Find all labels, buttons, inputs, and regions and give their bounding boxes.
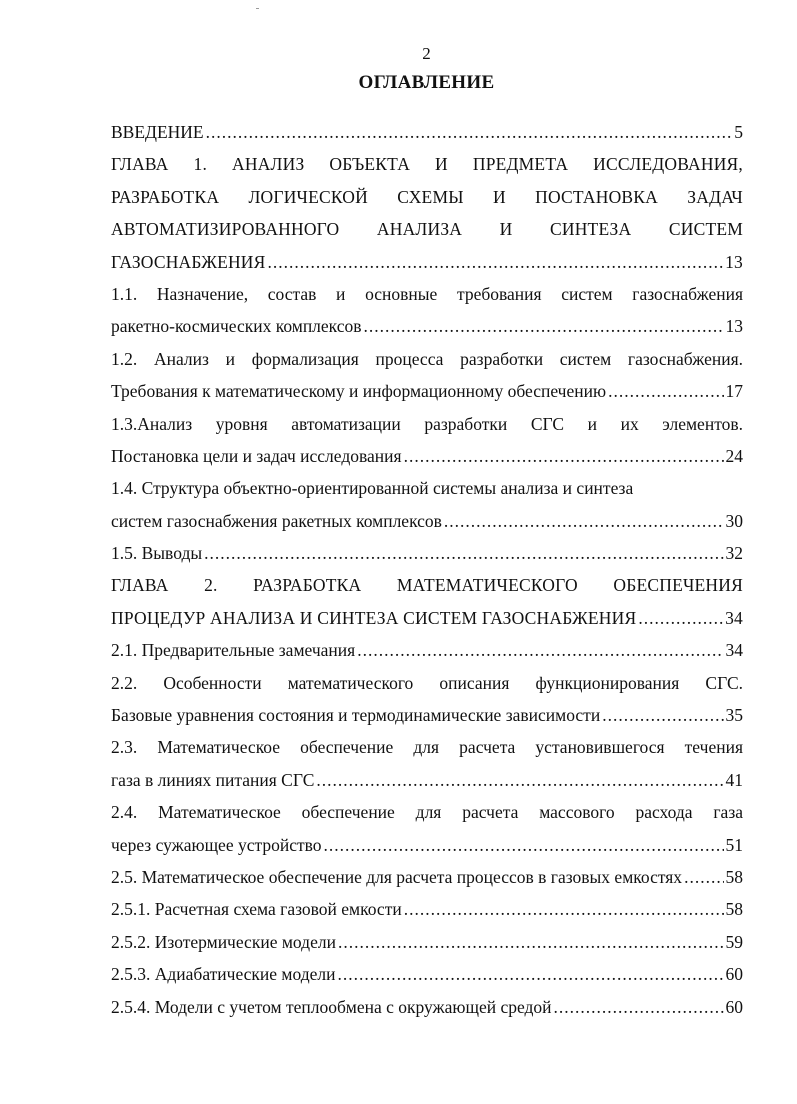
scan-artifact xyxy=(256,8,259,9)
dot-leader xyxy=(602,699,723,731)
toc-entry[interactable] xyxy=(111,472,743,537)
toc-entry[interactable] xyxy=(111,893,743,925)
toc-page-number: 58 xyxy=(725,866,743,887)
dot-leader xyxy=(684,861,723,893)
dot-leader xyxy=(364,310,724,342)
toc-entry-leader-line xyxy=(111,764,743,796)
toc-entry-line: 1.1. Назначение, состав и основные требования систем газоснабжения xyxy=(111,283,743,304)
dot-leader xyxy=(638,602,723,634)
toc-entry-title: 2.1. Предварительные замечания xyxy=(111,640,356,661)
toc-page-number: 34 xyxy=(725,640,743,661)
toc-page-number: 13 xyxy=(725,251,743,272)
toc-entry-title: ПРОЦЕДУР АНАЛИЗА И СИНТЕЗА СИСТЕМ ГАЗОСНАБЖЕНИЯ xyxy=(111,607,637,628)
dot-leader xyxy=(404,893,724,925)
toc-entry-line: 2.2. Особенности математического описания функционирования СГС. xyxy=(111,672,743,693)
toc-entry-line: ГЛАВА 1. АНАЛИЗ ОБЪЕКТА И ПРЕДМЕТА ИССЛЕДОВАНИЯ, xyxy=(111,154,743,175)
dot-leader xyxy=(608,375,723,407)
toc-entry-leader-line xyxy=(111,991,743,1023)
toc-page-number: 60 xyxy=(725,964,743,985)
dot-leader xyxy=(338,926,724,958)
toc-entry-line: 1.4. Структура объектно-ориентированной системы анализа и синтеза xyxy=(111,478,634,499)
toc-entry-leader-line xyxy=(111,505,743,537)
toc-page-number: 51 xyxy=(725,834,743,855)
toc-entry-leader-line xyxy=(111,893,743,925)
toc-entry-line: 1.2. Анализ и формализация процесса разработки систем газоснабжения. xyxy=(111,348,743,369)
toc-entry[interactable] xyxy=(111,958,743,990)
toc-page-number: 13 xyxy=(725,316,743,337)
dot-leader xyxy=(316,764,723,796)
toc-page-number: 17 xyxy=(725,381,743,402)
toc-entry-leader-line xyxy=(111,634,743,666)
toc-entry-title: Постановка цели и задач исследования xyxy=(111,445,402,466)
dot-leader xyxy=(206,116,733,148)
toc-entry-leader-line xyxy=(111,926,743,958)
toc-entry-title: 2.5.3. Адиабатические модели xyxy=(111,964,336,985)
toc-entry-leader-line xyxy=(111,116,743,148)
toc-entry[interactable] xyxy=(111,796,743,861)
toc-entry-leader-line xyxy=(111,861,743,893)
toc-page-number: 30 xyxy=(725,510,743,531)
toc-page-number: 58 xyxy=(725,899,743,920)
toc-chapter-entry[interactable] xyxy=(111,569,743,634)
toc-page-number: 60 xyxy=(725,996,743,1017)
toc-entry-leader-line xyxy=(111,440,743,472)
toc-entry-leader-line xyxy=(111,310,743,342)
toc-entry[interactable] xyxy=(111,278,743,343)
toc-entry-leader-line xyxy=(111,375,743,407)
dot-leader xyxy=(444,505,724,537)
toc-entry-title: 1.5. Выводы xyxy=(111,543,203,564)
toc-entry[interactable] xyxy=(111,926,743,958)
toc-entry-leader-line xyxy=(111,246,743,278)
dot-leader xyxy=(357,634,723,666)
toc-entry[interactable] xyxy=(111,667,743,732)
toc-entry-line: РАЗРАБОТКА ЛОГИЧЕСКОЙ СХЕМЫ И ПОСТАНОВКА ЗАДАЧ xyxy=(111,186,743,207)
toc-entry-leader-line xyxy=(111,958,743,990)
toc-entry-title: ВВЕДЕНИЕ xyxy=(111,122,204,142)
toc-entry-title: ракетно-космических комплексов xyxy=(111,316,362,337)
toc-entry-title: 2.5.4. Модели с учетом теплообмена с окружающей средой xyxy=(111,996,552,1017)
toc-page-number: 59 xyxy=(725,931,743,952)
toc-entry-title: 2.5. Математическое обеспечение для расчета процессов в газовых емкостях xyxy=(111,866,683,887)
dot-leader xyxy=(404,440,724,472)
toc-entry[interactable] xyxy=(111,116,743,148)
toc-entry-line: 1.3.Анализ уровня автоматизации разработки СГС и их элементов. xyxy=(111,413,743,434)
toc-page-number: 35 xyxy=(725,705,743,726)
dot-leader xyxy=(324,829,724,861)
toc-page-number: 5 xyxy=(734,122,743,142)
toc-entry-leader-line xyxy=(111,602,743,634)
toc-entry[interactable] xyxy=(111,991,743,1023)
table-of-contents xyxy=(111,116,743,1023)
toc-entry-title: систем газоснабжения ракетных комплексов xyxy=(111,510,442,531)
toc-entry-leader-line xyxy=(111,537,743,569)
toc-entry-title: 2.5.2. Изотермические модели xyxy=(111,931,336,952)
toc-entry-title: газа в линиях питания СГС xyxy=(111,769,315,790)
toc-page-number: 24 xyxy=(725,445,743,466)
page-title: ОГЛАВЛЕНИЕ xyxy=(358,72,495,93)
toc-entry-title: Базовые уравнения состояния и термодинамические зависимости xyxy=(111,705,601,726)
toc-entry[interactable] xyxy=(111,408,743,473)
page-number: 2 xyxy=(422,44,431,63)
toc-entry[interactable] xyxy=(111,634,743,666)
toc-entry-line: АВТОМАТИЗИРОВАННОГО АНАЛИЗА И СИНТЕЗА СИСТЕМ xyxy=(111,219,743,240)
dot-leader xyxy=(338,958,724,990)
toc-entry[interactable] xyxy=(111,731,743,796)
toc-entry-title: 2.5.1. Расчетная схема газовой емкости xyxy=(111,899,402,920)
toc-page-number: 41 xyxy=(725,769,743,790)
toc-entry-title: ГАЗОСНАБЖЕНИЯ xyxy=(111,251,266,272)
toc-entry-line: 2.3. Математическое обеспечение для расчета установившегося течения xyxy=(111,737,743,758)
toc-entry-leader-line xyxy=(111,699,743,731)
dot-leader xyxy=(204,537,723,569)
toc-entry[interactable] xyxy=(111,861,743,893)
toc-entry-line: ГЛАВА 2. РАЗРАБОТКА МАТЕМАТИЧЕСКОГО ОБЕСПЕЧЕНИЯ xyxy=(111,575,743,596)
dot-leader xyxy=(268,246,724,278)
toc-page-number: 34 xyxy=(725,607,743,628)
toc-entry-title: Требования к математическому и информационному обеспечению xyxy=(111,381,607,402)
toc-entry-title: через сужающее устройство xyxy=(111,834,322,855)
toc-entry-line: 2.4. Математическое обеспечение для расчета массового расхода газа xyxy=(111,802,743,823)
toc-entry[interactable] xyxy=(111,343,743,408)
toc-entry-leader-line xyxy=(111,829,743,861)
dot-leader xyxy=(554,991,724,1023)
toc-entry[interactable] xyxy=(111,537,743,569)
toc-page-number: 32 xyxy=(725,543,743,564)
toc-chapter-entry[interactable] xyxy=(111,148,743,278)
